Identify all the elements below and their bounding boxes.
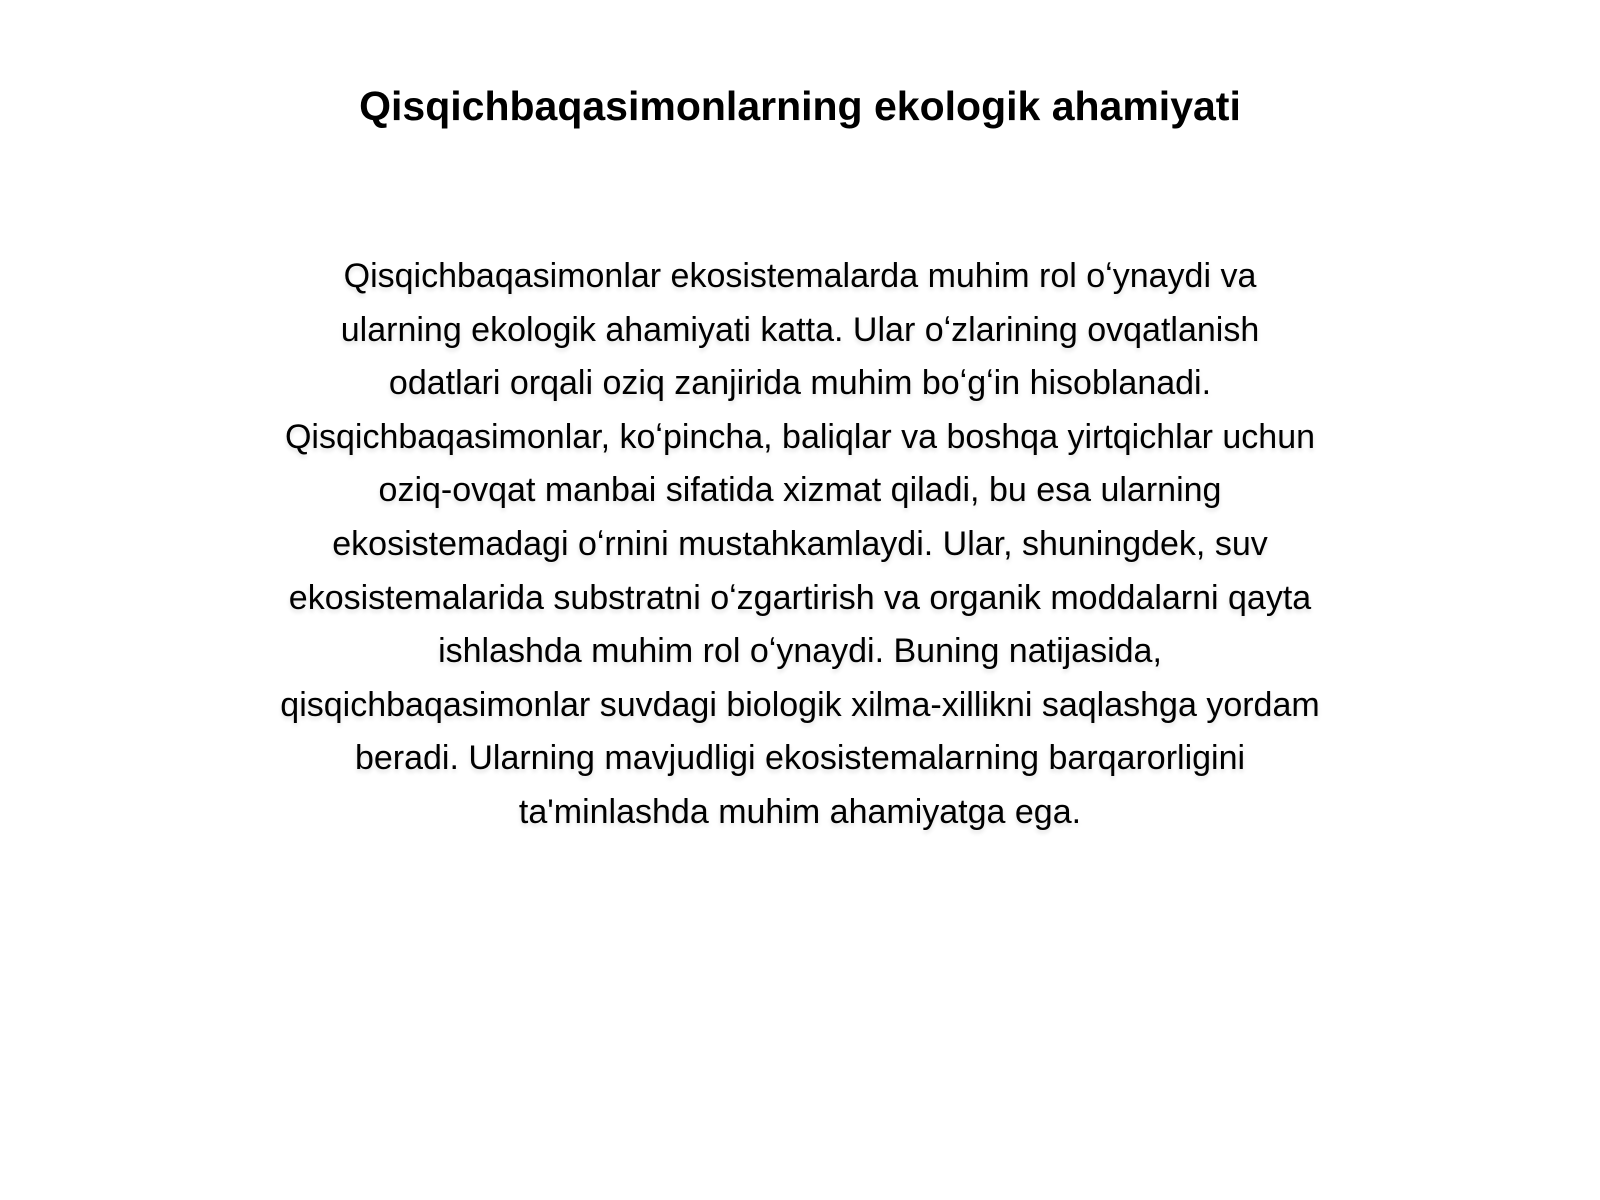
body-line: oziq-ovqat manbai sifatida xizmat qiladi, bu esa ularning bbox=[378, 471, 1222, 510]
body-line: odatlari orqali oziq zanjirida muhim boʻgʻin hisoblanadi. bbox=[388, 364, 1212, 403]
body-line: Qisqichbaqasimonlar, koʻpincha, baliqlar va boshqa yirtqichlar uchun bbox=[284, 417, 1316, 456]
body-line: ta'minlashda muhim ahamiyatga ega. bbox=[518, 792, 1082, 831]
slide-title: Qisqichbaqasimonlarning ekologik ahamiyati bbox=[359, 83, 1241, 129]
body-line: beradi. Ularning mavjudligi ekosistemalarning barqarorligini bbox=[354, 739, 1246, 778]
slide-body-text bbox=[176, 250, 1424, 840]
body-line: ekosistemadagi oʻrnini mustahkamlaydi. Ular, shuningdek, suv bbox=[332, 524, 1268, 563]
body-line: ishlashda muhim rol oʻynaydi. Buning natijasida, bbox=[438, 632, 1162, 671]
body-line: qisqichbaqasimonlar suvdagi biologik xilma-xillikni saqlashga yordam bbox=[280, 685, 1320, 724]
body-line: ekosistemalarida substratni oʻzgartirish va organik moddalarni qayta bbox=[288, 578, 1312, 617]
body-line: ularning ekologik ahamiyati katta. Ular oʻzlarining ovqatlanish bbox=[340, 310, 1260, 349]
body-line: Qisqichbaqasimonlar ekosistemalarda muhim rol oʻynaydi va bbox=[343, 257, 1257, 295]
